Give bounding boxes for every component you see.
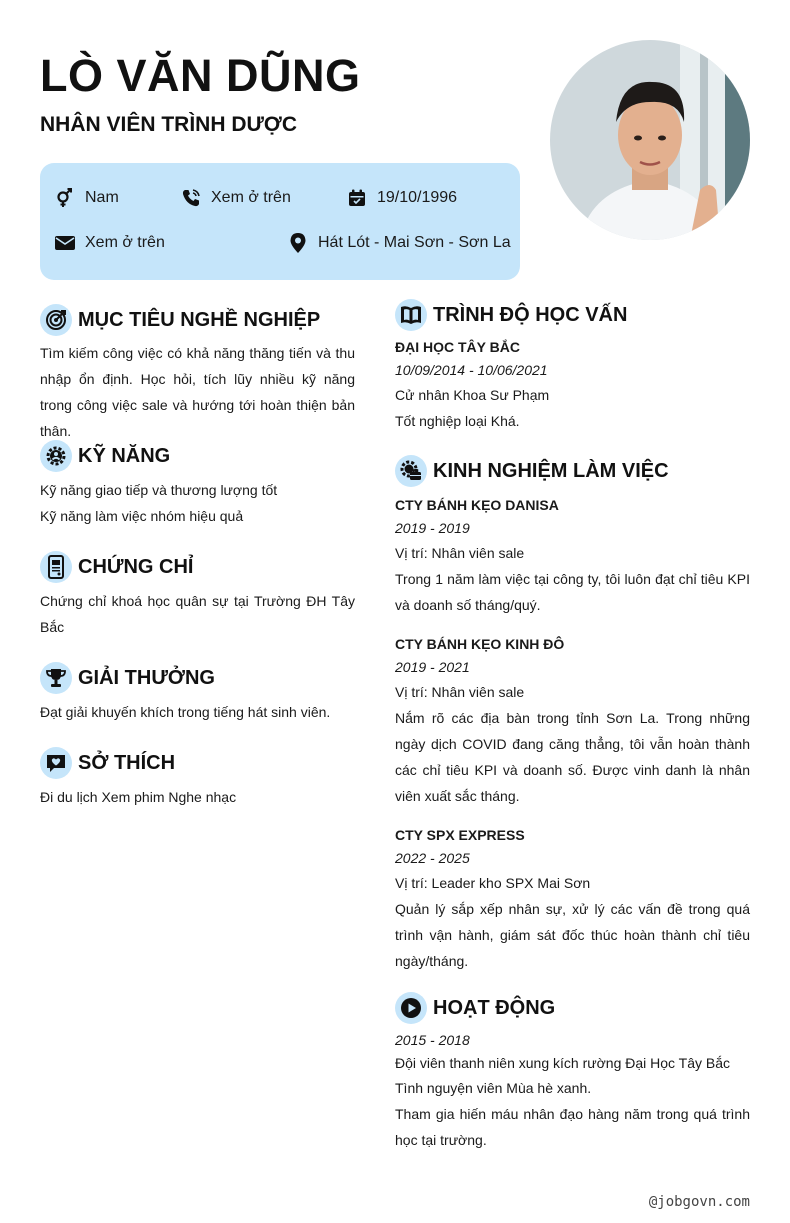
job-description: Quản lý sắp xếp nhân sự, xử lý các vấn đề trong quá trình vận hành, giám sát đốc thúc hoàn thành chỉ tiêu ngày/tháng. [395, 901, 750, 969]
address-item [287, 232, 511, 254]
objective-text: Tìm kiếm công việc có khả năng thăng tiến và thu nhập ổn định. Học hỏi, tích lũy nhiều kỹ năng trong công việc sale và hướng tới hoàn thiện bản thân. [40, 345, 355, 439]
skills-heading [40, 440, 170, 472]
certificates-heading [40, 551, 193, 583]
activities-title: HOẠT ĐỘNG [433, 997, 556, 1019]
book-icon [395, 299, 427, 331]
phone-value: Xem ở trên [211, 189, 291, 206]
envelope-icon [54, 232, 76, 254]
hobbies-title: SỞ THÍCH [78, 752, 176, 774]
job-position: Vị trí: Leader kho SPX Mai Sơn [395, 875, 591, 891]
experience-heading [395, 455, 669, 487]
heart-message-icon [40, 747, 72, 779]
candidate-name: LÒ VĂN DŨNG [40, 50, 361, 101]
objective-title: MỤC TIÊU NGHỀ NGHIỆP [78, 309, 321, 331]
job-dates: 2019 - 2019 [395, 520, 470, 536]
hobbies-heading [40, 747, 175, 779]
job-dates: 2022 - 2025 [395, 850, 470, 866]
briefcase-gear-icon [395, 455, 427, 487]
certificates-text: Chứng chỉ khoá học quân sự tại Trường ĐH Tây Bắc [40, 593, 355, 635]
education-degree: Cử nhân Khoa Sư Phạm [395, 387, 550, 403]
activities-heading [395, 992, 555, 1024]
activities-dates: 2015 - 2018 [395, 1032, 470, 1048]
job-company: CTY BÁNH KẸO DANISA [395, 497, 559, 513]
job-description: Trong 1 năm làm việc tại công ty, tôi luôn đạt chỉ tiêu KPI và doanh số tháng/quý. [395, 571, 750, 613]
job-description: Nắm rõ các địa bàn trong tỉnh Sơn La. Trong những ngày dịch COVID đang căng thẳng, tôi vẫn hoàn thành các chỉ tiêu KPI và doanh số. Được vinh danh là nhân viên xuất sắc tháng. [395, 710, 750, 804]
gender-value: Nam [85, 189, 119, 206]
trophy-icon [40, 662, 72, 694]
skill-item: Kỹ năng làm việc nhóm hiệu quả [40, 508, 244, 524]
job-dates: 2019 - 2021 [395, 659, 470, 675]
school-name: ĐẠI HỌC TÂY BẮC [395, 339, 520, 355]
phone-icon [180, 187, 202, 209]
play-icon [395, 992, 427, 1024]
job-title: NHÂN VIÊN TRÌNH DƯỢC [40, 113, 298, 136]
activity-item: Tham gia hiến máu nhân đạo hàng năm trong quá trình học tại trường. [395, 1106, 750, 1148]
birthday-value: 19/10/1996 [377, 189, 458, 206]
awards-text: Đạt giải khuyến khích trong tiếng hát sinh viên. [40, 704, 331, 720]
education-grade: Tốt nghiệp loại Khá. [395, 413, 520, 429]
awards-title: GIẢI THƯỞNG [78, 667, 215, 689]
map-pin-icon [287, 232, 309, 254]
gender-icon [54, 187, 76, 209]
email-value: Xem ở trên [85, 234, 165, 251]
job-company: CTY BÁNH KẸO KINH ĐÔ [395, 636, 565, 652]
objective-heading [40, 304, 320, 336]
activity-item: Tình nguyện viên Mùa hè xanh. [395, 1080, 592, 1096]
email-item [54, 232, 165, 254]
address-value: Hát Lót - Mai Sơn - Sơn La [318, 234, 511, 251]
job-position: Vị trí: Nhân viên sale [395, 684, 525, 700]
watermark: @jobgovn.com [648, 1194, 750, 1210]
education-heading [395, 299, 627, 331]
job-company: CTY SPX EXPRESS [395, 827, 525, 843]
skill-item: Kỹ năng giao tiếp và thương lượng tốt [40, 482, 278, 498]
job-position: Vị trí: Nhân viên sale [395, 545, 525, 561]
activity-item: Đội viên thanh niên xung kích rường Đại Học Tây Bắc [395, 1055, 731, 1071]
experience-title: KINH NGHIỆM LÀM VIỆC [433, 460, 669, 482]
calendar-icon [346, 187, 368, 209]
certificate-icon [40, 551, 72, 583]
education-dates: 10/09/2014 - 10/06/2021 [395, 362, 548, 378]
phone-item [180, 187, 291, 209]
contact-info-panel [40, 163, 520, 280]
certificates-title: CHỨNG CHỈ [78, 556, 194, 578]
education-title: TRÌNH ĐỘ HỌC VẤN [433, 304, 628, 326]
gear-person-icon [40, 440, 72, 472]
gender-item [54, 187, 119, 209]
skills-title: KỸ NĂNG [78, 445, 171, 467]
awards-heading [40, 662, 215, 694]
target-icon [40, 304, 72, 336]
birthday-item [346, 187, 457, 209]
hobbies-text: Đi du lịch Xem phim Nghe nhạc [40, 789, 237, 805]
profile-photo [550, 40, 750, 240]
